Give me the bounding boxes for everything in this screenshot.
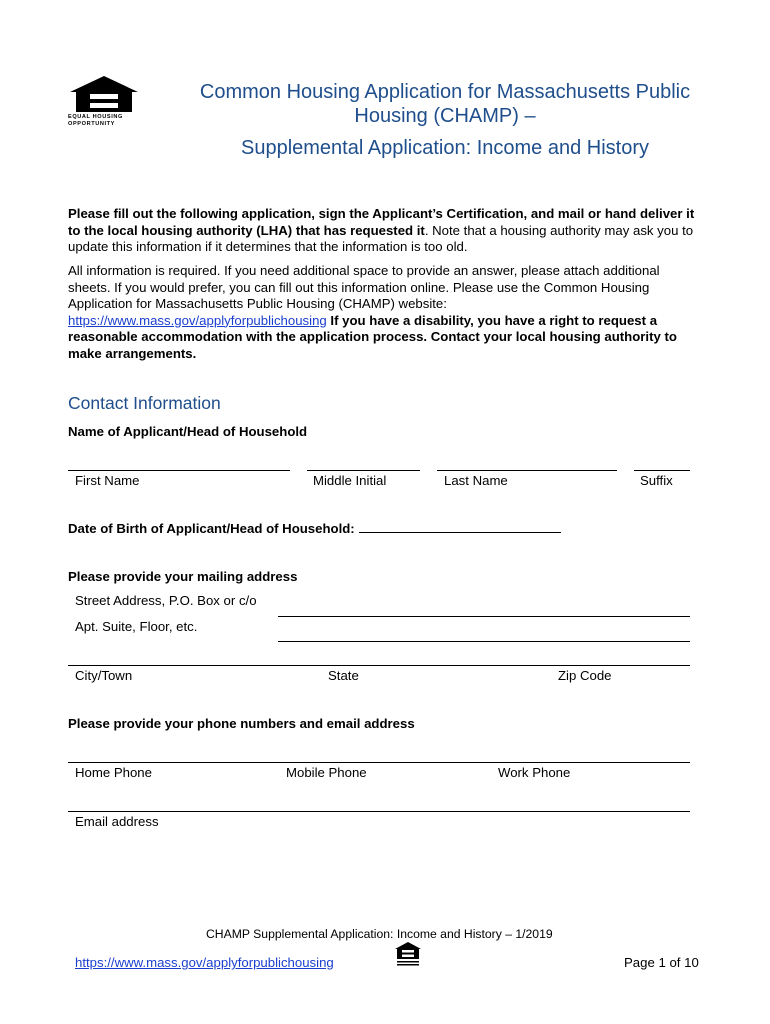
logo-line2: OPPORTUNITY [68,120,116,127]
title-line3: Supplemental Application: Income and History [240,137,649,159]
zip-label: Zip Code [558,668,612,683]
last-name-field[interactable] [437,470,617,471]
mobile-phone-label: Mobile Phone [286,765,367,780]
intro-paragraph-2 [68,263,698,362]
email-label: Email address [75,814,159,829]
middle-initial-field[interactable] [307,470,420,471]
middle-initial-label: Middle Initial [313,473,387,488]
suffix-field[interactable] [634,470,690,471]
website-link[interactable]: https://www.mass.gov/applyforpublichousing [68,312,327,328]
dob-row [68,520,561,536]
page-number: Page 1 of 10 [624,955,699,970]
logo-line1: EQUAL HOUSING [68,114,123,120]
footer-title: CHAMP Supplemental Application: Income and History – 1/2019 [206,927,553,941]
street-field[interactable] [278,616,690,617]
intro-bold: Please fill out the following application, sign the Applicant’s Certification, and mail or hand deliver it to the local housing authority (LHA) that has requested it [68,206,695,238]
footer-link[interactable]: https://www.mass.gov/applyforpublichousing [75,955,334,970]
apt-field[interactable] [278,641,690,642]
phone-field[interactable] [68,762,690,763]
first-name-field[interactable] [68,470,290,471]
name-heading: Name of Applicant/Head of Household [68,424,308,439]
apt-label: Apt. Suite, Floor, etc. [75,619,198,634]
last-name-label: Last Name [444,473,508,488]
house-icon [68,74,140,114]
title-line2: Housing (CHAMP) – [354,105,536,127]
disability-notice: If you have a disability, you have a right to request a reasonable accommodation with the application process. Contact your local housing authority to make arrangements. [68,312,677,361]
dob-label: Date of Birth of Applicant/Head of Household: [68,521,355,536]
logo-text [68,114,140,127]
intro-text: All information is required. If you need additional space to provide an answer, please attach additional sheets. If you would prefer, you can fill out this information online. Please use the Common Housing Application for Massachusetts Public Housing (CHAMP) website: [68,263,660,311]
mailing-heading: Please provide your mailing address [68,569,298,584]
title-line1: Common Housing Application for Massachusetts Public [199,81,691,103]
state-label: State [328,668,359,683]
equal-housing-logo [68,74,140,134]
work-phone-label: Work Phone [498,765,571,780]
intro-rest: . Note that a housing authority may ask you to update this information if it determines that the information is too old. [68,222,694,254]
intro-paragraph-1 [68,206,698,256]
phone-heading: Please provide your phone numbers and email address [68,716,415,731]
street-label: Street Address, P.O. Box or c/o [75,593,257,608]
email-field[interactable] [68,811,690,812]
dob-field[interactable] [359,520,561,533]
city-label: City/Town [75,668,133,683]
suffix-label: Suffix [640,473,673,488]
section-heading-contact: Contact Information [68,393,221,413]
home-phone-label: Home Phone [75,765,152,780]
footer-equal-housing-icon [394,941,422,967]
first-name-label: First Name [75,473,140,488]
city-state-zip-field[interactable] [68,665,690,666]
